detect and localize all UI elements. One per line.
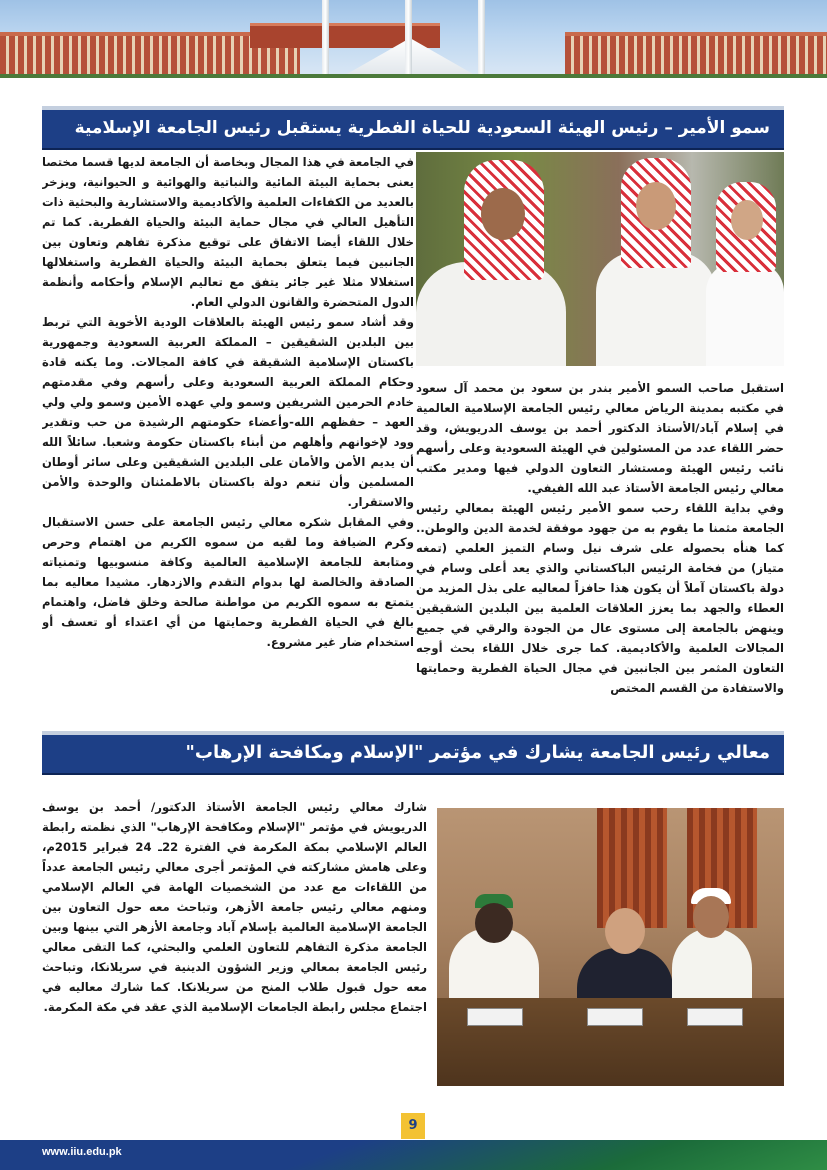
nameplate [687, 1008, 743, 1026]
minaret [322, 0, 329, 78]
figure-face [731, 200, 763, 240]
minaret [478, 0, 485, 78]
conference-meeting-photo [437, 808, 784, 1086]
nameplate [587, 1008, 643, 1026]
participant-robe [672, 928, 752, 1008]
figure-robe [706, 262, 784, 366]
article-1-paragraph: وفي المقابل شكره معالي رئيس الجامعة على حسن الاستقبال وكرم الضيافة وما لقيه من سموه الكريم من اهتمام وحرص ومتابعة للجامعة الإسلامية العالمية وكافة منسوبيها وتمنياته الصادقة والخالصة لها بدوام التقدم والازدهار. مشيدا معاليه بما يتمتع به سموه الكريم من مواطنة صالحة وخلق فاضل، واهتمام بالغ في الحياة الفطرية وحمايتها من أي اعتداء أو تعسف أو استخدام ضار غير مشروع. [42, 515, 414, 649]
article-2-paragraph: شارك معالي رئيس الجامعة الأستاذ الدكتور/ أحمد بن يوسف الدريويش في مؤتمر "الإسلام ومكافحة الإرهاب" الذي نظمته رابطة العالم الإسلامي بمكة المكرمة في الفترة 22ـ 24 فبراير 2015م، وعلى هامش مشاركته في المؤتمر أجرى معالي رئيس الجامعة عدداً من اللقاءات مع عدد من الشخصيات الهامة في العالم الإسلامي ومنهم معالي رئيس جامعة الأزهر، وتباحث معه حول التعاون بين الجامعة الإسلامية العالمية بإسلام آباد وجامعة الأزهر التي بينها وبين الجامعة مذكرة التفاهم للتعاون العلمي والبحثي، كما التقى معالي رئيس الجامعة بمعالي وزير الشؤون الدينية في سريلانكا، وتباحث معه حول قبول طلاب المنح من سريلانكا. كما شارك معاليه في اجتماع مجلس رابطة الجامعات الإسلامية الذي عقد في مكة المكرمة. [42, 800, 427, 1014]
minaret [405, 0, 412, 78]
page-number: 9 [401, 1113, 425, 1139]
article-1-paragraph: استقبل صاحب السمو الأمير بندر بن سعود بن محمد آل سعود في مكتبه بمدينة الرياض معالي رئيس الجامعة الإسلامية العالمية في إسلام آباد/الأستاذ الدكتور أحمد بن يوسف الدريويش، وقد حضر اللقاء عدد من المسئولين في الهيئة السعودية وعلى رأسهم نائب رئيس الهيئة ومستشار التعاون الدولي فيها ومدير مكتب معالي رئيس الجامعة الأستاذ عبد الله الفيفي. [416, 381, 784, 495]
lawn-strip [0, 74, 827, 78]
figure-face [481, 188, 525, 240]
website-link[interactable]: www.iiu.edu.pk [42, 1146, 122, 1158]
figure-face [636, 182, 676, 230]
article-1-left-column [42, 152, 414, 718]
article-1-title: سمو الأمير – رئيس الهيئة السعودية للحياة الفطرية يستقبل رئيس الجامعة الإسلامية [42, 106, 784, 148]
header-banner [0, 0, 827, 78]
figure-robe [596, 252, 716, 366]
article-1-paragraph: وقد أشاد سمو رئيس الهيئة بالعلاقات الودية الأخوية التي تربط بين البلدين الشقيقين – المملكة العربية السعودية وجمهورية باكستان الإسلامية الشقيقة في كافة المجالات. وما يكنه قادة وحكام المملكة العربية السعودية وعلى رأسهم وفي مقدمتهم خادم الحرمين الشريفين وسمو ولي عهده الأمين وسمو ولي ولي العهد – حفظهم الله-وأعضاء حكومتهم الرشيدة من حب وتقدير وود لإخوانهم وأهلهم من أبناء باكستان حكومة وشعبا. سائلاً الله أن يديم الأمن والأمان على البلدين الشقيقين وعلى سائر أوطان المسلمين وأن تنعم دولة باكستان بالاطمئنان والوحدة والأمن والاستقرار. [42, 315, 414, 509]
article-2-body [42, 797, 427, 1097]
participant-face [693, 896, 729, 938]
campus-building-right [565, 32, 827, 76]
article-1-paragraph: في الجامعة في هذا المجال وبخاصة أن الجامعة لديها قسما مختصا يعنى بحماية البيئة المائية والنباتية والهوائية و الحيوانية، ويزخر بالعديد من الكفاءات العلمية والأكاديمية والاستشارية والبحثية ذات التأهيل العالي في مجال حماية البيئة والحياة الفطرية. كما تم خلال اللقاء أيضا الاتفاق على توقيع مذكرة تفاهم وتعاون بين الجانبين فيما يتعلق بحماية البيئة والحياة الفطرية واستغلالها استغلالا مثلا غير جائر يتفق مع تعاليم الإسلام وأحكامه وأنظمة الدول المتحضرة والقانون الدولي العام. [42, 155, 414, 309]
nameplate [467, 1008, 523, 1026]
article-1-right-column [416, 378, 784, 728]
participant-face [605, 908, 645, 954]
article-1-paragraph: وفي بداية اللقاء رحب سمو الأمير رئيس الهيئة بمعالي رئيس الجامعة مثمنا ما يقوم به من جهود موفقة لخدمة الدين والوطن.. كما هنأه بحصوله على شرف نيل وسام التميز العلمي (تمغه متياز) من فخامة الرئيس الباكستاني والذي يعد أعلى وسام في دولة باكستان آملاً أن يكون هذا حافزاً لمعاليه على بذل المزيد من العطاء والجهد بما يعزز العلاقات العلمية بين البلدين الشقيقين وينهض بالجامعة إلى مستوى عال من الجودة والرقي في جميع المجالات العلمية والأكاديمية. كما جرى خلال اللقاء بحث أوجه التعاون المثمر بين الجانبين في مجال الحياة الفطرية وحمايتها والاستفادة من القسم المختص [416, 501, 784, 695]
participant-face [475, 903, 513, 943]
meeting-handshake-photo [416, 152, 784, 366]
article-2-title: معالي رئيس الجامعة يشارك في مؤتمر "الإسلام ومكافحة الإرهاب" [42, 731, 784, 773]
footer-bar [0, 1140, 827, 1170]
